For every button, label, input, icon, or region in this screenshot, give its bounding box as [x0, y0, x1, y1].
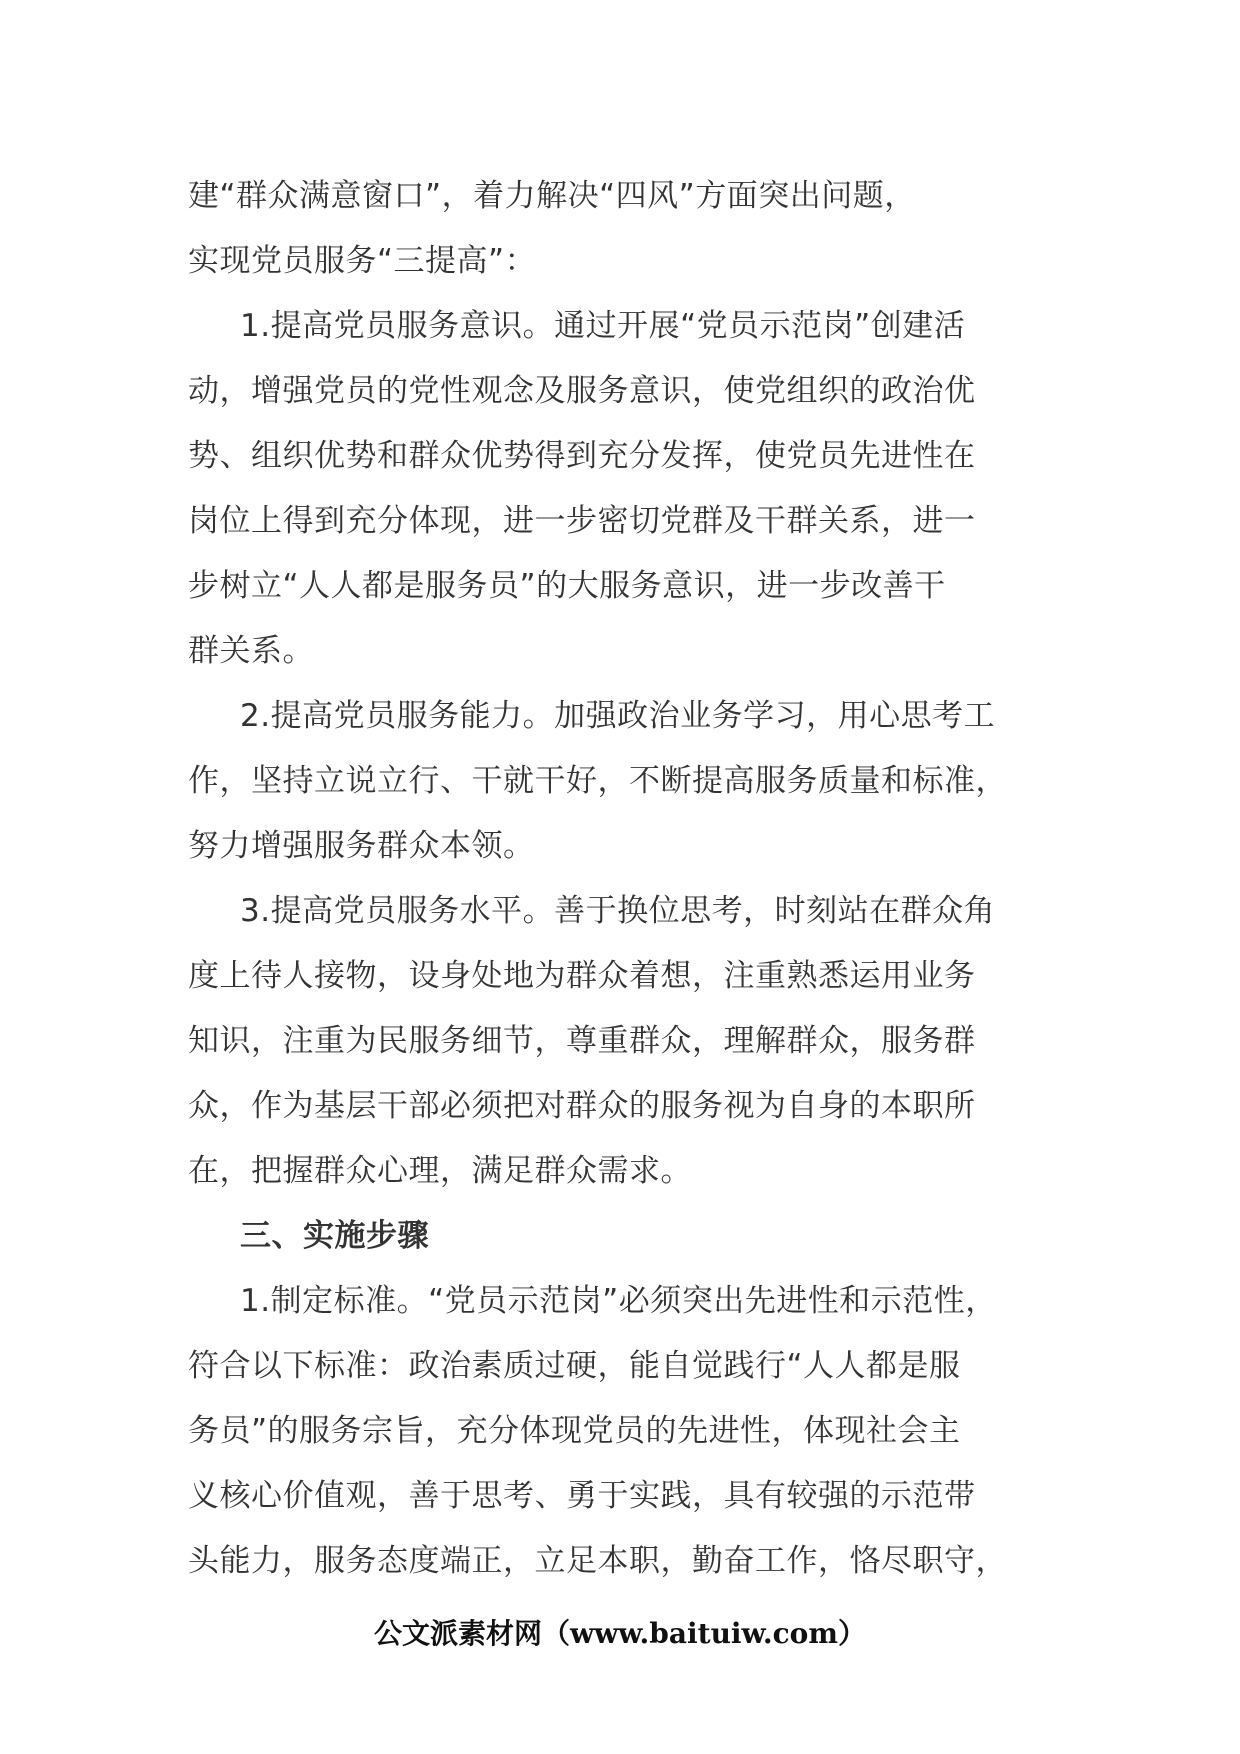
text-line: 岗位上得到充分体现，进一步密切党群及干群关系，进一	[188, 503, 976, 539]
text-line: 在，把握群众心理，满足群众需求。	[188, 1153, 692, 1189]
text-line: 3.提高党员服务水平。善于换位思考，时刻站在群众角	[240, 893, 996, 929]
text-line: 1.制定标准。“党员示范岗”必须突出先进性和示范性，	[240, 1283, 997, 1319]
text-line: 符合以下标准：政治素质过硬，能自觉践行“人人都是服	[188, 1348, 961, 1384]
text-line: 动，增强党员的党性观念及服务意识，使党组织的政治优	[188, 373, 976, 409]
section-heading: 三、实施步骤	[240, 1218, 429, 1254]
text-line: 2.提高党员服务能力。加强政治业务学习，用心思考工	[240, 698, 996, 734]
text-line: 作，坚持立说立行、干就干好，不断提高服务质量和标准，	[188, 763, 1007, 799]
text-line: 努力增强服务群众本领。	[188, 828, 535, 864]
text-line: 众，作为基层干部必须把对群众的服务视为自身的本职所	[188, 1088, 976, 1124]
text-line: 知识，注重为民服务细节，尊重群众，理解群众，服务群	[188, 1023, 976, 1059]
text-line: 势、组织优势和群众优势得到充分发挥，使党员先进性在	[188, 438, 976, 474]
text-line: 度上待人接物，设身处地为群众着想，注重熟悉运用业务	[188, 958, 976, 994]
text-line: 务员”的服务宗旨，充分体现党员的先进性，体现社会主	[188, 1413, 961, 1449]
text-line: 步树立“人人都是服务员”的大服务意识，进一步改善干	[188, 568, 946, 604]
text-line: 1.提高党员服务意识。通过开展“党员示范岗”创建活	[240, 308, 966, 344]
text-line: 头能力，服务态度端正，立足本职，勤奋工作，恪尽职守，	[188, 1543, 1007, 1579]
text-line: 群关系。	[188, 633, 314, 669]
text-line: 义核心价值观，善于思考、勇于实践，具有较强的示范带	[188, 1478, 976, 1514]
text-line: 实现党员服务“三提高”：	[188, 243, 537, 279]
footer-watermark: 公文派素材网（www.baituiw.com）	[374, 1617, 866, 1650]
text-line: 建“群众满意窗口”，着力解决“四风”方面突出问题，	[188, 178, 916, 214]
document-body	[188, 164, 1068, 1594]
